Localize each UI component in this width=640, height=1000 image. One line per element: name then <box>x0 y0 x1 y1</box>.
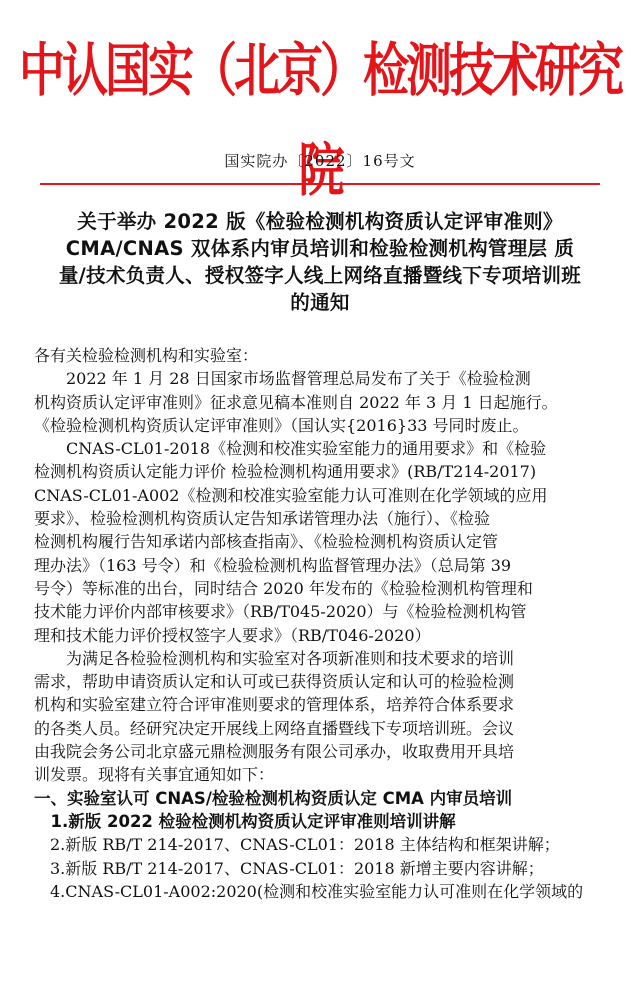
list-item: 3.新版 RB/T 214-2017、CNAS-CL01：2018 新增主要内容讲解； <box>50 858 544 878</box>
body-line: 要求》、检验检测机构资质认定告知承诺管理办法（施行）、《检验 <box>34 509 491 529</box>
body-line: 《检验检测机构资质认定评审准则》（国认实{2016}33 号同时废止。 <box>34 415 529 435</box>
body-line: 2022 年 1 月 28 日国家市场监督管理总局发布了关于《检验检测 <box>66 369 531 389</box>
body-line: 由我院会务公司北京盛元鼎检测服务有限公司承办，收取费用开具培 <box>34 742 515 762</box>
body-line: 机构资质认定评审准则》征求意见稿本准则自 2022 年 3 月 1 日起施行。 <box>34 392 558 412</box>
header-divider <box>40 183 600 185</box>
salutation: 各有关检验检测机构和实验室： <box>34 346 259 365</box>
document-number: 国实院办〔2022〕16号文 <box>224 152 416 170</box>
body-line: 训发票。现将有关事宜通知如下： <box>34 765 275 785</box>
body-line: CNAS-CL01-2018《检测和校准实验室能力的通用要求》和《检验 <box>66 439 547 459</box>
list-item: 4.CNAS-CL01-A002:2020(检测和校准实验室能力认可准则在化学领域的 <box>50 881 584 901</box>
body-line: 技术能力评价内部审核要求》（RB/T045-2020）与《检验检测机构管 <box>34 602 527 622</box>
notice-body <box>34 344 608 903</box>
letterhead-title: 中认国实（北京）检测技术研究院 <box>19 36 621 204</box>
body-line: 为满足各检验检测机构和实验室对各项新准则和技术要求的培训 <box>66 648 515 668</box>
body-line: CNAS-CL01-A002《检测和校准实验室能力认可准则在化学领域的应用 <box>34 485 548 505</box>
list-item: 1.新版 2022 检验检测机构资质认定评审准则培训讲解 <box>50 811 456 831</box>
notice-title <box>40 208 600 316</box>
body-line: 检测机构资质认定能力评价 检验检测机构通用要求》(RB/T214-2017) <box>34 462 537 482</box>
section-heading: 一、实验室认可 CNAS/检验检测机构资质认定 CMA 内审员培训 <box>34 788 513 808</box>
body-line: 机构和实验室建立符合评审准则要求的管理体系，培养符合体系要求 <box>34 695 515 715</box>
title-line: 关于举办 2022 版《检验检测机构资质认定评审准则》 <box>77 210 563 233</box>
title-line: 量/技术负责人、授权签字人线上网络直播暨线下专项培训班 <box>58 264 582 287</box>
body-line: 理和技术能力评价授权签字人要求》（RB/T046-2020） <box>34 625 431 645</box>
body-line: 理办法》（163 号令）和《检验检测机构监督管理办法》（总局第 39 <box>34 555 512 575</box>
list-item: 2.新版 RB/T 214-2017、CNAS-CL01：2018 主体结构和框架讲解； <box>50 835 560 855</box>
body-line: 号令）等标准的出台，同时结合 2020 年发布的《检验检测机构管理和 <box>34 578 533 598</box>
body-line: 需求，帮助申请资质认定和认可或已获得资质认定和认可的检验检测 <box>34 672 515 692</box>
body-line: 的各类人员。经研究决定开展线上网络直播暨线下专项培训班。会议 <box>34 718 515 738</box>
title-line: 的通知 <box>290 291 350 314</box>
body-line: 检测机构履行告知承诺内部核查指南》、《检验检测机构资质认定管 <box>34 532 499 552</box>
title-line: CMA/CNAS 双体系内审员培训和检验检测机构管理层 质 <box>65 237 575 260</box>
